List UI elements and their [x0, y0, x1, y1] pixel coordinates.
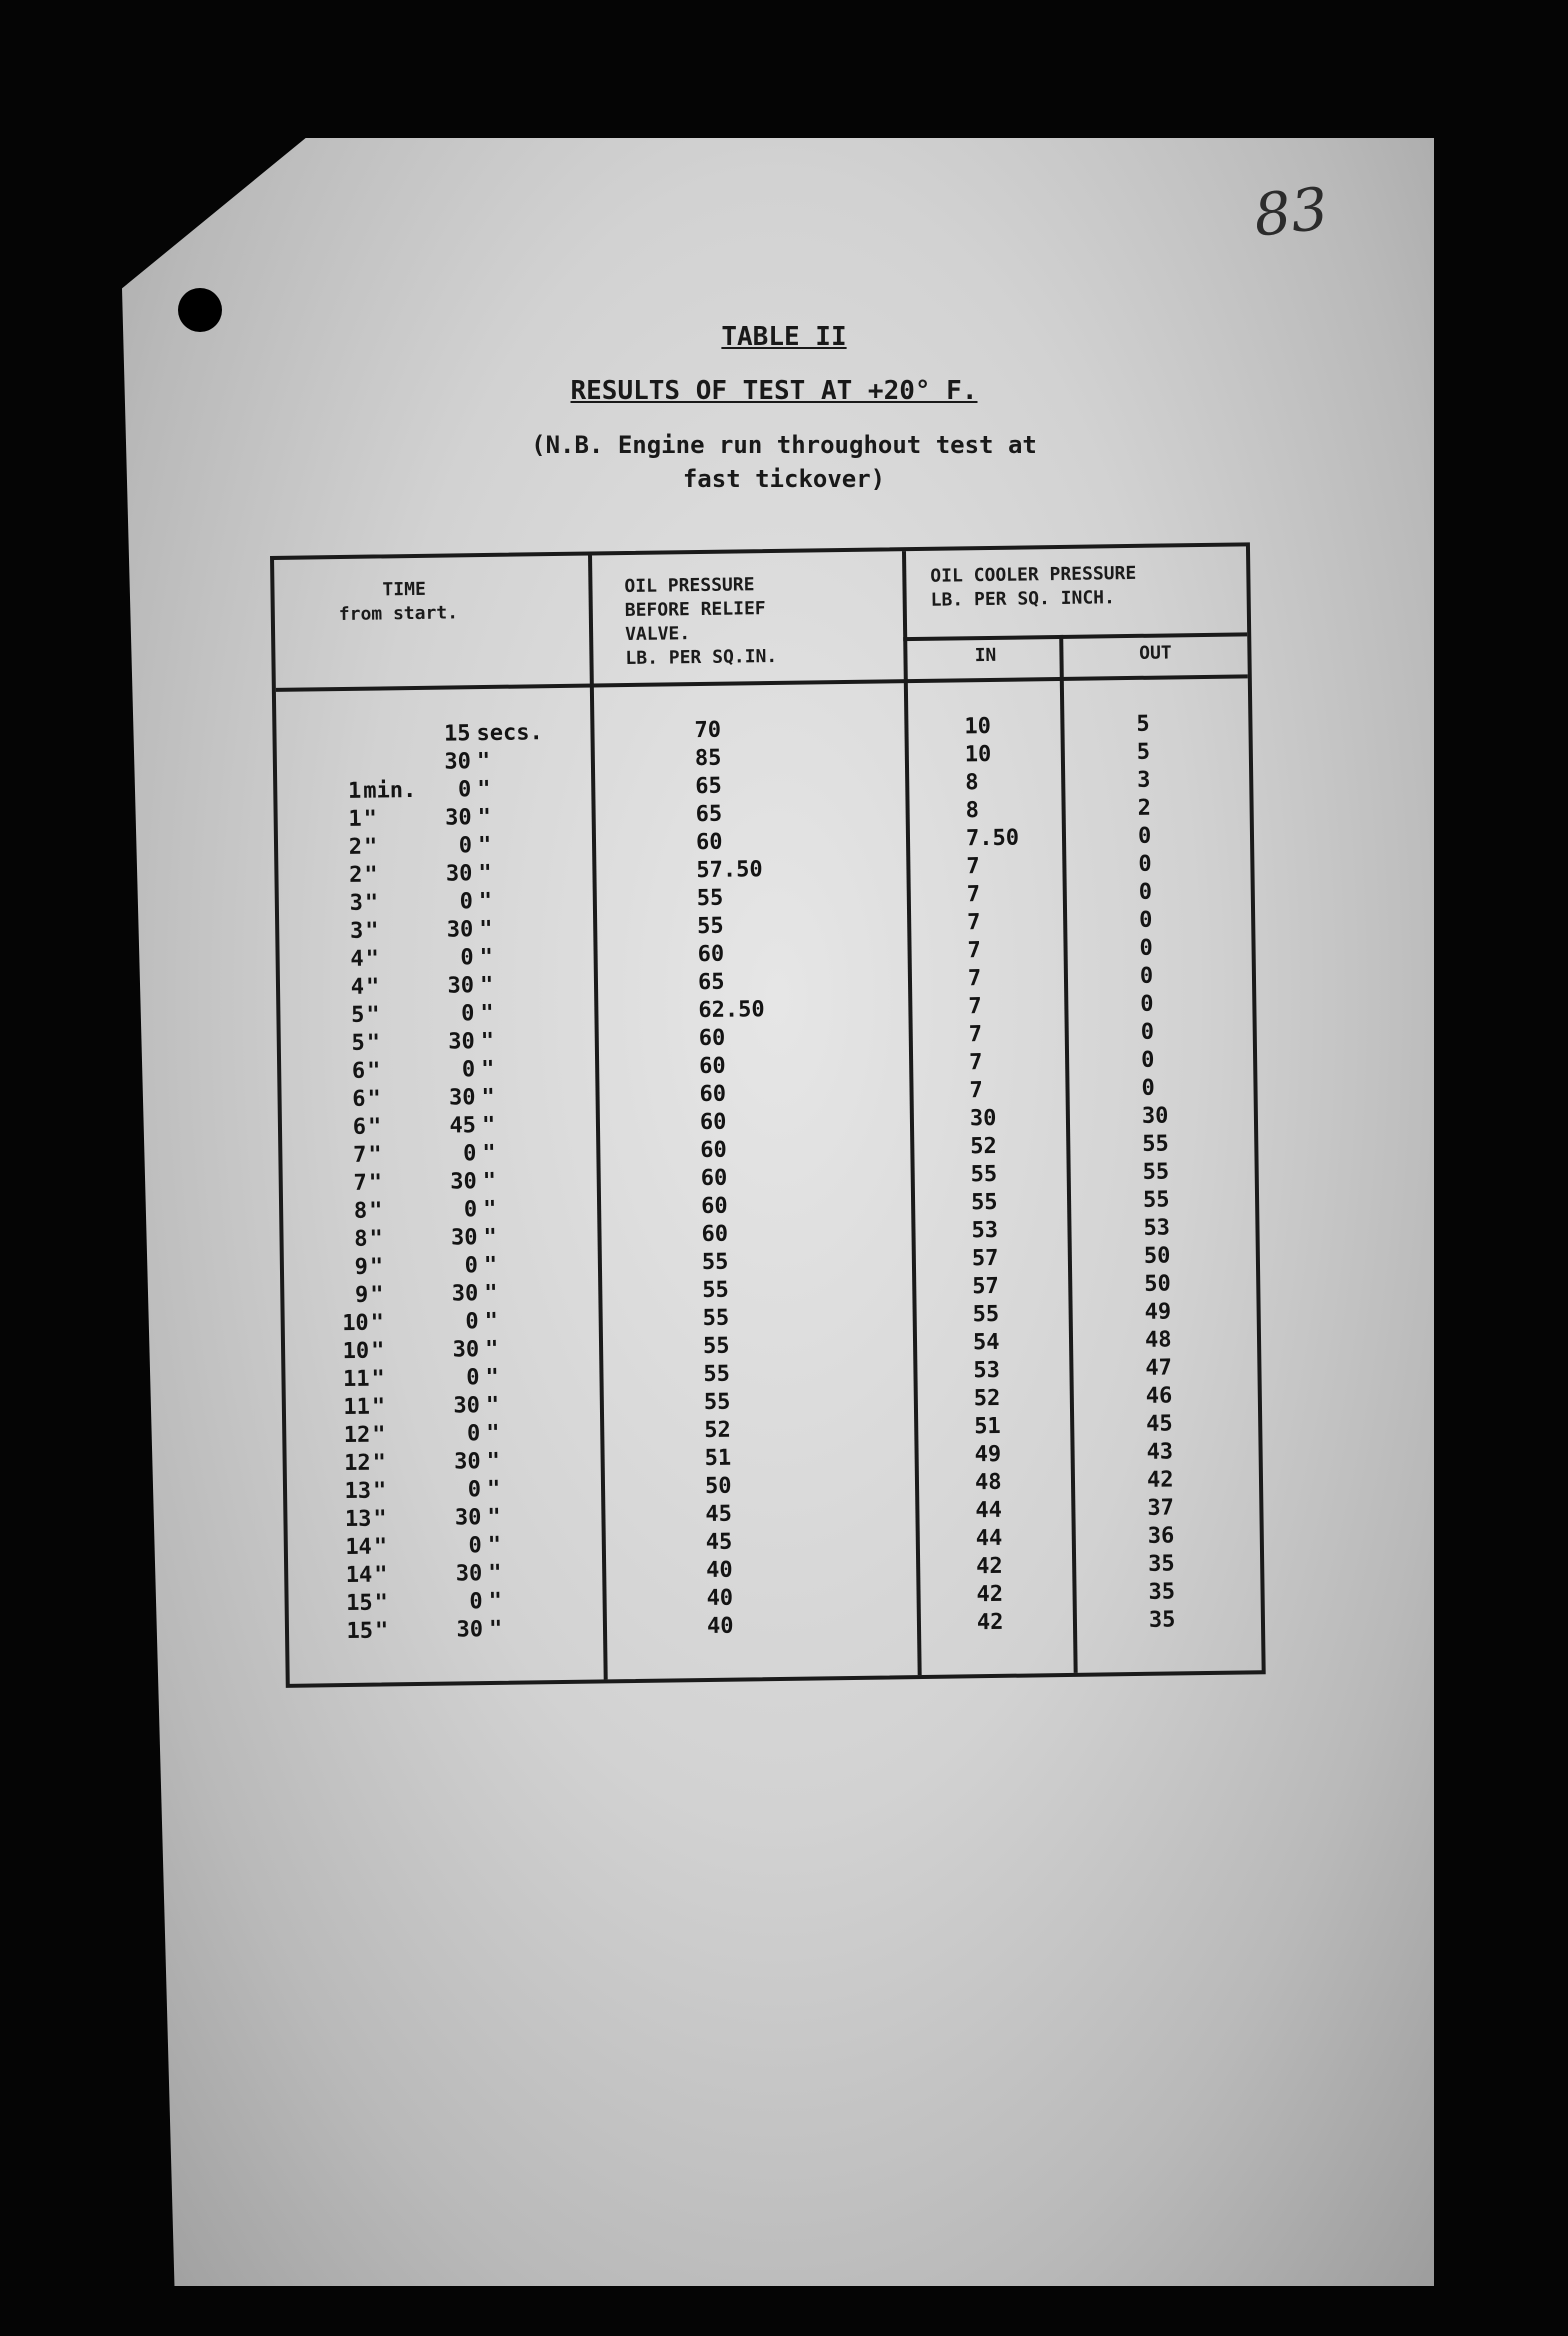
cooler-out-value: 0: [1137, 823, 1152, 849]
time-minutes: 7: [353, 1170, 367, 1196]
time-minutes: 13: [344, 1506, 372, 1533]
cooler-in-value: 54: [972, 1329, 1000, 1356]
time-seconds: 30: [455, 1561, 483, 1587]
time-seconds-unit: ": [486, 1476, 501, 1503]
oil-pressure-value: 65: [695, 773, 722, 800]
time-seconds-unit: ": [482, 1168, 497, 1195]
time-seconds: 0: [459, 889, 474, 915]
time-seconds: 15: [443, 721, 471, 747]
cooler-in-value: 53: [971, 1217, 999, 1244]
cooler-out-value: 0: [1138, 907, 1153, 933]
time-minutes: 12: [344, 1450, 371, 1477]
time-minutes-unit: ": [367, 1058, 381, 1084]
time-minutes-unit: ": [365, 918, 379, 944]
oil-pressure-value: 60: [700, 1137, 728, 1164]
time-minutes-unit: ": [364, 862, 378, 888]
time-seconds: 30: [453, 1393, 481, 1419]
cooler-out-value: 5: [1136, 739, 1151, 765]
time-minutes: 13: [344, 1478, 372, 1505]
cooler-in-value: 55: [970, 1161, 998, 1188]
time-seconds-unit: ": [479, 916, 493, 943]
cooler-in-value: 42: [976, 1581, 1004, 1608]
time-minutes: 7: [352, 1142, 367, 1168]
time-minutes-unit: ": [374, 1590, 389, 1616]
oil-pressure-value: 40: [706, 1585, 734, 1612]
cooler-in-value: 49: [974, 1441, 1002, 1468]
time-seconds: 0: [463, 1197, 478, 1223]
time-seconds-unit: ": [486, 1420, 500, 1447]
time-seconds: 0: [462, 1141, 477, 1167]
header-oil-pressure: [624, 571, 885, 671]
cooler-in-value: 7: [968, 1022, 983, 1048]
oil-pressure-value: 55: [703, 1361, 731, 1388]
cooler-out-value: 43: [1146, 1439, 1174, 1465]
time-seconds: 30: [444, 749, 472, 775]
cooler-out-value: 45: [1146, 1411, 1173, 1437]
time-minutes: 15: [345, 1590, 373, 1617]
time-seconds-unit: ": [484, 1336, 499, 1363]
time-minutes: 3: [349, 918, 364, 944]
time-minutes-unit: ": [369, 1254, 384, 1280]
cooler-out-value: 35: [1147, 1551, 1175, 1577]
time-seconds-unit: ": [486, 1448, 501, 1475]
cooler-in-value: 57: [971, 1245, 999, 1272]
header-oil-line1: OIL PRESSURE: [624, 574, 755, 598]
cooler-out-value: 30: [1141, 1103, 1169, 1129]
cooler-out-value: 50: [1144, 1271, 1171, 1297]
time-seconds: 0: [460, 1001, 475, 1027]
cooler-in-value: 52: [973, 1385, 1001, 1412]
time-minutes-unit: ": [372, 1450, 387, 1476]
header-oil-line4: LB. PER SQ.IN.: [625, 645, 778, 670]
time-seconds: 30: [448, 1029, 475, 1055]
cooler-out-value: 5: [1136, 711, 1150, 737]
oil-pressure-value: 60: [700, 1193, 728, 1220]
time-minutes-unit: ": [373, 1534, 388, 1560]
time-seconds: 0: [461, 1057, 476, 1083]
cooler-in-value: 7: [966, 882, 981, 908]
cooler-out-value: 50: [1143, 1243, 1171, 1269]
oil-pressure-value: 40: [706, 1613, 734, 1640]
cooler-out-value: 37: [1147, 1495, 1175, 1521]
cooler-out-value: 0: [1138, 879, 1153, 905]
oil-pressure-value: 51: [704, 1445, 732, 1472]
time-minutes: 1: [347, 778, 362, 804]
time-minutes: 8: [354, 1226, 368, 1252]
time-seconds-unit: ": [488, 1588, 503, 1615]
time-minutes-unit: ": [374, 1562, 388, 1588]
cooler-out-value: 35: [1148, 1579, 1176, 1605]
time-minutes: 11: [343, 1394, 371, 1421]
time-minutes-unit: ": [371, 1394, 386, 1420]
time-minutes-unit: ": [372, 1422, 386, 1448]
time-seconds: 30: [452, 1337, 480, 1363]
cooler-in-value: 53: [973, 1357, 1001, 1384]
time-minutes: 5: [351, 1030, 365, 1056]
time-seconds-unit: ": [488, 1616, 503, 1643]
time-minutes: 6: [352, 1086, 366, 1112]
time-seconds-unit: ": [477, 804, 492, 831]
time-seconds-unit: ": [483, 1224, 497, 1251]
oil-pressure-value: 55: [702, 1305, 730, 1332]
time-minutes-unit: ": [373, 1506, 387, 1532]
oil-pressure-value: 60: [697, 941, 725, 968]
time-minutes-unit: [363, 750, 423, 751]
cooler-out-value: 42: [1146, 1467, 1174, 1493]
header-oil-line2: BEFORE RELIEF: [624, 598, 766, 622]
oil-pressure-value: 45: [705, 1501, 733, 1528]
oil-pressure-value: 60: [695, 829, 723, 856]
time-minutes-unit: ": [368, 1198, 383, 1224]
time-seconds-unit: ": [482, 1196, 497, 1223]
time-seconds: 0: [466, 1421, 481, 1447]
test-note-line1: (N.B. Engine run throughout test at: [531, 431, 1037, 459]
time-seconds: 0: [467, 1477, 482, 1503]
oil-pressure-value: 40: [706, 1557, 733, 1584]
time-seconds: 30: [454, 1505, 482, 1531]
time-seconds-unit: ": [480, 1000, 494, 1027]
time-seconds: 45: [449, 1113, 477, 1139]
time-minutes: 10: [342, 1338, 370, 1365]
time-minutes-unit: ": [374, 1618, 389, 1644]
oil-pressure-value: 60: [700, 1165, 728, 1192]
time-seconds-unit: ": [483, 1252, 498, 1279]
oil-pressure-value: 55: [703, 1389, 731, 1416]
cooler-out-value: 47: [1145, 1355, 1173, 1381]
cooler-out-value: 53: [1143, 1215, 1171, 1241]
time-seconds-unit: ": [479, 944, 494, 971]
time-seconds: 0: [468, 1533, 483, 1559]
cooler-in-value: 42: [976, 1553, 1003, 1580]
time-seconds: 30: [450, 1225, 478, 1251]
time-minutes-unit: ": [370, 1282, 384, 1308]
cooler-in-value: 10: [964, 741, 992, 768]
time-seconds-unit: ": [481, 1112, 496, 1139]
cooler-in-value: 7: [969, 1078, 983, 1104]
time-minutes-unit: ": [370, 1338, 385, 1364]
table-body: [276, 710, 1261, 1647]
time-minutes-unit: ": [370, 1310, 385, 1336]
cooler-in-value: 10: [964, 713, 992, 740]
time-seconds: 30: [446, 917, 474, 943]
cooler-in-value: 8: [965, 770, 979, 796]
table-label: TABLE II: [721, 322, 847, 352]
header-time: [338, 576, 559, 627]
test-note-line2: fast tickover): [682, 465, 886, 493]
oil-pressure-value: 55: [702, 1333, 730, 1360]
header-oil-line3: VALVE.: [624, 623, 691, 646]
cooler-out-value: 35: [1148, 1607, 1176, 1633]
cooler-out-value: 3: [1137, 767, 1151, 793]
time-seconds: 30: [450, 1169, 477, 1195]
time-minutes: 9: [354, 1282, 369, 1308]
header-divider: [276, 674, 1248, 692]
time-minutes-unit: ": [363, 806, 378, 832]
time-seconds: 0: [466, 1365, 480, 1391]
time-seconds-unit: ": [476, 748, 491, 775]
cooler-in-value: 7: [967, 938, 982, 964]
header-time-line1: TIME: [382, 578, 426, 601]
time-minutes: 9: [354, 1254, 369, 1280]
time-minutes: 6: [351, 1058, 366, 1084]
cooler-out-value: 0: [1140, 991, 1154, 1017]
time-minutes: 14: [345, 1562, 373, 1589]
time-minutes: 2: [348, 834, 363, 860]
cooler-out-value: 0: [1140, 1019, 1155, 1045]
time-seconds-unit: ": [478, 860, 492, 887]
oil-pressure-value: 62.50: [698, 997, 765, 1024]
cooler-out-value: 0: [1138, 851, 1152, 877]
cooler-out-value: 0: [1141, 1075, 1155, 1101]
time-minutes: 12: [343, 1422, 371, 1449]
cooler-in-value: 44: [975, 1525, 1003, 1552]
oil-pressure-value: 52: [704, 1417, 731, 1444]
time-seconds: 0: [465, 1309, 479, 1335]
header-time-line2: from start.: [338, 602, 459, 626]
oil-pressure-value: 60: [698, 1025, 726, 1052]
oil-pressure-value: 65: [697, 969, 725, 996]
time-seconds-unit: ": [481, 1056, 495, 1083]
results-table: [270, 542, 1266, 1688]
cooler-out-value: 48: [1144, 1327, 1172, 1353]
header-in: IN: [974, 644, 997, 667]
cooler-in-value: 30: [969, 1105, 997, 1132]
oil-pressure-value: 45: [705, 1529, 733, 1556]
oil-pressure-value: 85: [694, 745, 722, 772]
time-seconds: 0: [460, 945, 474, 971]
cooler-in-value: 7: [967, 966, 982, 992]
time-seconds: 30: [445, 805, 472, 831]
time-minutes-unit: ": [368, 1170, 383, 1196]
time-minutes-unit: ": [367, 1086, 382, 1112]
cooler-in-value: 7: [968, 994, 982, 1020]
test-note: [0, 428, 1568, 496]
cooler-out-value: 0: [1139, 963, 1154, 989]
header-cooler-pressure: [930, 561, 1231, 613]
results-title: RESULTS OF TEST AT +20° F.: [570, 376, 978, 406]
cooler-in-value: 57: [972, 1273, 999, 1300]
cooler-in-value: 51: [974, 1413, 1001, 1440]
time-seconds: 30: [451, 1281, 479, 1307]
time-minutes: 14: [345, 1534, 373, 1561]
page-number: 83: [1250, 174, 1332, 250]
time-minutes: 6: [352, 1114, 367, 1140]
time-seconds-unit: ": [485, 1392, 500, 1419]
header-out: OUT: [1139, 642, 1172, 664]
time-seconds-unit: ": [478, 888, 493, 915]
time-seconds: 0: [458, 833, 473, 859]
time-seconds: 30: [448, 1085, 476, 1111]
time-seconds: 0: [464, 1253, 479, 1279]
time-seconds-unit: ": [488, 1560, 502, 1587]
oil-pressure-value: 55: [701, 1249, 729, 1276]
time-seconds-unit: ": [487, 1532, 502, 1559]
time-minutes: 11: [342, 1366, 370, 1393]
time-seconds: 0: [469, 1589, 483, 1615]
time-minutes-unit: ": [366, 1002, 380, 1028]
cooler-in-value: 7: [968, 1050, 983, 1076]
cooler-out-value: 55: [1142, 1159, 1170, 1185]
time-minutes: 8: [353, 1198, 368, 1224]
cooler-in-value: 48: [974, 1469, 1002, 1496]
oil-pressure-value: 65: [695, 801, 723, 828]
time-seconds-unit: secs.: [476, 720, 543, 747]
time-minutes: 4: [350, 946, 364, 972]
time-minutes: 10: [342, 1310, 369, 1337]
oil-pressure-value: 55: [702, 1277, 729, 1304]
time-minutes-unit: ": [369, 1226, 383, 1252]
oil-pressure-value: 60: [699, 1109, 727, 1136]
time-seconds-unit: ": [484, 1308, 499, 1335]
cooler-out-value: 0: [1139, 935, 1153, 961]
time-minutes: 15: [346, 1618, 374, 1645]
cooler-in-value: 7: [967, 910, 981, 936]
time-seconds-unit: ": [482, 1140, 496, 1167]
header-cooler-line2: LB. PER SQ. INCH.: [930, 587, 1116, 611]
time-minutes: 4: [350, 974, 365, 1000]
cooler-in-value: 44: [975, 1497, 1003, 1524]
oil-pressure-value: 60: [698, 1053, 726, 1080]
oil-pressure-value: 55: [696, 885, 724, 912]
time-seconds: 30: [445, 861, 473, 887]
cooler-out-value: 2: [1137, 795, 1152, 821]
oil-pressure-value: 55: [697, 913, 724, 940]
time-minutes-unit: ": [365, 946, 380, 972]
time-minutes: 1: [348, 806, 362, 832]
time-minutes-unit: ": [372, 1478, 387, 1504]
time-seconds-unit: ": [477, 832, 492, 859]
cooler-in-value: 7.50: [965, 825, 1020, 852]
time-seconds-unit: ": [484, 1280, 498, 1307]
time-minutes-unit: ": [367, 1114, 382, 1140]
time-minutes: 3: [349, 890, 364, 916]
time-seconds-unit: ": [481, 1084, 496, 1111]
cooler-in-value: 42: [976, 1609, 1004, 1636]
cooler-out-value: 46: [1145, 1383, 1173, 1409]
time-seconds-unit: ": [477, 776, 491, 803]
time-minutes: 2: [349, 862, 363, 888]
oil-pressure-value: 57.50: [696, 857, 763, 884]
cooler-in-value: 7: [966, 854, 980, 880]
oil-pressure-value: 50: [704, 1473, 732, 1500]
time-seconds-unit: ": [480, 1028, 495, 1055]
time-minutes: 5: [350, 1002, 365, 1028]
cooler-out-value: 55: [1142, 1187, 1170, 1213]
cooler-in-value: 55: [970, 1189, 998, 1216]
subheader-divider: [903, 632, 1247, 641]
oil-pressure-value: 60: [701, 1221, 729, 1248]
cooler-out-value: 0: [1140, 1047, 1155, 1073]
cooler-out-value: 36: [1147, 1523, 1175, 1549]
time-minutes-unit: ": [368, 1142, 382, 1168]
cooler-out-value: 49: [1144, 1299, 1172, 1325]
cooler-in-value: 52: [970, 1133, 997, 1160]
time-minutes-unit: ": [365, 974, 380, 1000]
cooler-in-value: 55: [972, 1301, 1000, 1328]
header-cooler-line1: OIL COOLER PRESSURE: [930, 562, 1137, 587]
cooler-in-value: 8: [965, 798, 980, 824]
cooler-out-value: 55: [1142, 1131, 1169, 1157]
time-seconds: 30: [447, 973, 475, 999]
time-minutes-unit: ": [363, 834, 378, 860]
oil-pressure-value: 70: [694, 717, 722, 744]
time-minutes-unit: min.: [363, 777, 417, 804]
time-seconds-unit: ": [479, 972, 494, 999]
oil-pressure-value: 60: [699, 1081, 727, 1108]
time-minutes-unit: [362, 722, 422, 723]
time-seconds: 30: [456, 1617, 484, 1643]
time-minutes-unit: ": [364, 890, 379, 916]
time-minutes-unit: ": [371, 1366, 385, 1392]
time-seconds: 30: [453, 1449, 481, 1475]
time-seconds: 0: [457, 777, 472, 803]
time-seconds-unit: ": [485, 1364, 499, 1391]
time-seconds-unit: ": [487, 1504, 501, 1531]
time-minutes-unit: ": [366, 1030, 381, 1056]
